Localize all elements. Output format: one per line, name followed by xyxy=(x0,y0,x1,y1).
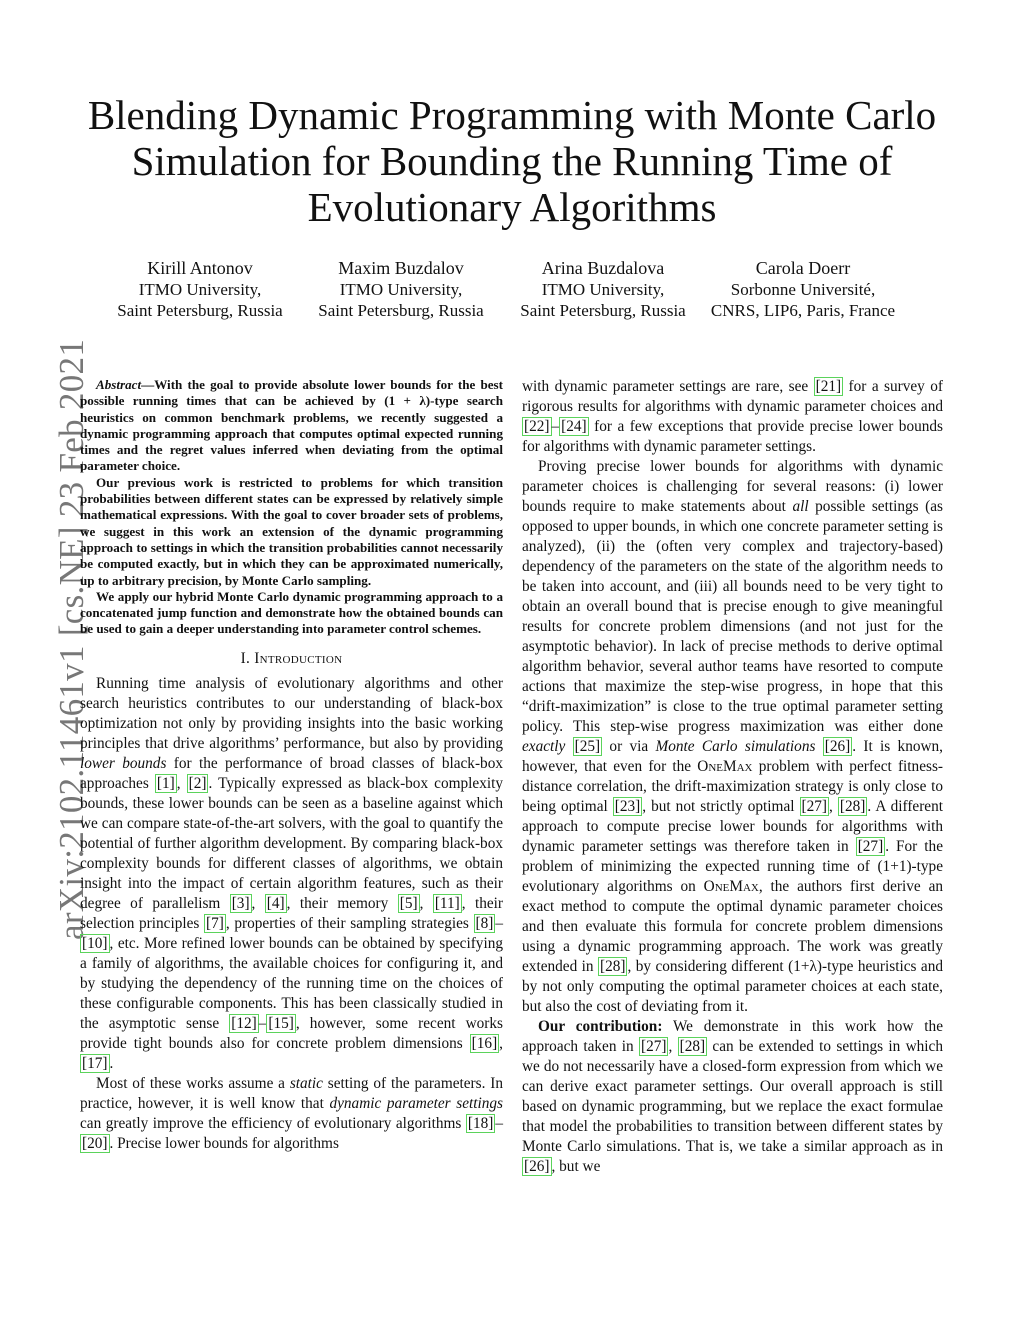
author-name: Carola Doerr xyxy=(755,258,851,278)
citation-link[interactable]: [8] xyxy=(475,914,494,932)
author-location: Saint Petersburg, Russia xyxy=(117,301,283,320)
citation-link[interactable]: [2] xyxy=(188,774,207,792)
citation-link[interactable]: [27] xyxy=(857,838,884,855)
citation-link[interactable]: [22] xyxy=(524,418,550,435)
citation-link[interactable]: [27] xyxy=(801,798,828,815)
citation-link[interactable]: [28] xyxy=(679,1038,706,1055)
section-number: I. xyxy=(240,649,251,667)
citation-link[interactable]: [17] xyxy=(82,1054,108,1072)
abstract-paragraph: Our previous work is restricted to problems for which transition probabilities between different states can be expressed by relatively simple mathematical expressions. With the goal to cover broader sets of problems, we suggest in this work an extension of the dynamic programming approach to settings in which the transition probabilities cannot necessarily be computed exactly, but in which they can be approximated numerically, up to arbitrary precision, by Monte Carlo sampling. xyxy=(80,474,503,588)
citation-link[interactable]: [15] xyxy=(268,1014,294,1032)
citation-link[interactable]: [16] xyxy=(471,1034,498,1052)
paper-title: Blending Dynamic Programming with Monte Carlo Simulation for Bounding the Running Time of Evolutionary Algorithms xyxy=(87,92,937,230)
citation-link[interactable]: [28] xyxy=(839,798,866,815)
author-block xyxy=(693,258,913,321)
author-affiliation: ITMO University, xyxy=(138,280,262,299)
abstract xyxy=(80,377,503,638)
author-block xyxy=(291,258,511,321)
citation-link[interactable]: [23] xyxy=(614,798,641,815)
body-paragraph: Most of these works assume a static setting of the parameters. In practice, however, it is well know that dynamic parameter settings can greatly improve the efficiency of evolutionary algorithms [18] –[20] . Precise lower bounds for algorithms xyxy=(80,1074,503,1152)
citation-link[interactable]: [26] xyxy=(524,1158,550,1175)
citation-link[interactable]: [5] xyxy=(399,894,418,912)
citation-link[interactable]: [1] xyxy=(156,774,175,792)
section-heading xyxy=(80,649,503,669)
citation-link[interactable]: [21] xyxy=(815,378,842,395)
author-block xyxy=(493,258,713,321)
citation-link[interactable]: [24] xyxy=(561,418,587,435)
author-affiliation: ITMO University, xyxy=(339,280,463,299)
body-paragraph: Our contribution: We demonstrate in this work how the approach taken in [27] , [28] can be extended to settings in which we do not necessarily have a closed-form expression from which we can derive exact parameter settings. Our overall approach is still based on dynamic programming, but we replace the exact formulae that model the probabilities to transition between different states by Monte Carlo simulations. That is, we take a similar approach as in [26] , but we xyxy=(522,1018,943,1175)
body-paragraph: with dynamic parameter settings are rare, see [21] for a survey of rigorous results for algorithms with dynamic parameter choices and [22] – [24] for a few exceptions that provide precise lower bounds for algorithms with dynamic parameter settings. xyxy=(522,378,943,455)
body-paragraph: Running time analysis of evolutionary algorithms and other search heuristics contributes to our understanding of black-box optimization not only by providing insights into the basic working principles that drive algorithms’ performance, but also by providing lower bounds for the performance of broad classes of black-box approaches [1] , [2] . Typically expressed as black-box complexity bounds, these lower bounds can be seen as a baseline against which we can compare state-of-the-art solvers, with the goal to quantify the potential of further algorithm development. By comparing black-box complexity bounds for different classes of algorithms, we obtain insight into the impact of certain algorithm features, such as their degree of parallelism [3] , [4] , their memory [5] , [11] , their selection principles [7] , properties of their sampling strategies [8] –[10] , etc. More refined lower bounds can be obtained by specifying a family of algorithms, the available choices for configuring it, and by studying the dependency of the running time on the choices of these configurable components. This has been classically studied in the asymptotic sense [12] – [15] , however, some recent works provide tight bounds also for concrete problem dimensions [16] , [17] . xyxy=(80,674,504,1072)
author-location: Saint Petersburg, Russia xyxy=(318,301,484,320)
author-affiliation: Sorbonne Université, xyxy=(730,280,876,299)
author-location: Saint Petersburg, Russia xyxy=(520,301,686,320)
author-name: Kirill Antonov xyxy=(147,258,253,278)
author-location: CNRS, LIP6, Paris, France xyxy=(710,301,896,320)
right-column xyxy=(522,377,943,1177)
citation-link[interactable]: [20] xyxy=(82,1134,108,1152)
contribution-label: Our contribution: xyxy=(538,1018,663,1035)
citation-link[interactable]: [28] xyxy=(599,958,626,975)
body-paragraph: Proving precise lower bounds for algorithms with dynamic parameter choices is challenging for several reasons: (i) lower bounds require to make statements about all possible settings (as opposed to upper bounds, in which one concrete parameter setting is analyzed), (ii) the (often very complex and trajectory-based) dependency of the parameters on the state of the algorithm needs to be taken into account, and (iii) all bounds need to be very tight to obtain an overall bound that is precise enough to give meaningful results for concrete problem dimensions (and not just for the asymptotic behavior). In lack of precise methods to derive optimal algorithm behavior, several author teams have resorted to compute actions that maximize the step-wise progress, in hope that this “drift-maximization” is close to the true optimal parameter setting policy. This step-wise progress maximization was either done exactly [25] or via Monte Carlo simulations [26] . It is known, however, that even for the OneMax problem with perfect fitness-distance correlation, the drift-maximization strategy is only close to being optimal [23] , but not strictly optimal [27] , [28] . A different approach to compute precise lower bounds for algorithms with dynamic parameter settings was therefore taken in [27] . For the problem of minimizing the expected running time of (1+1)-type evolutionary algorithms on OneMax, the authors first derive an exact method to compute the optimal dynamic parameter choices and then evaluate this formula for concrete problem dimensions using a dynamic programming approach. The work was greatly extended in [28] , by considering different (1+λ)-type heuristics and by not only computing the optimal parameter choices at each state, but also the cost of deviating from it. xyxy=(522,458,944,1015)
citation-link[interactable]: [4] xyxy=(266,894,285,912)
arxiv-identifier: arXiv:2102.11461v1 [cs.NE] 23 Feb 2021 xyxy=(52,338,91,940)
author-affiliation: ITMO University, xyxy=(541,280,665,299)
onemax-term: OneMax xyxy=(697,758,753,775)
abstract-paragraph: We apply our hybrid Monte Carlo dynamic programming approach to a concatenated jump function and demonstrate how the obtained bounds can be used to gain a deeper understanding into parameter control schemes. xyxy=(80,588,503,637)
left-column xyxy=(80,377,503,1154)
onemax-term: OneMax xyxy=(703,878,759,895)
citation-link[interactable]: [10] xyxy=(82,934,108,952)
author-name: Arina Buzdalova xyxy=(541,258,665,278)
abstract-label: Abstract xyxy=(96,377,142,392)
citation-link[interactable]: [27] xyxy=(640,1038,667,1055)
citation-link[interactable]: [3] xyxy=(231,894,250,912)
citation-link[interactable]: [7] xyxy=(206,914,224,932)
author-block xyxy=(90,258,310,321)
citation-link[interactable]: [26] xyxy=(824,738,851,755)
section-title: Introduction xyxy=(254,649,343,667)
citation-link[interactable]: [25] xyxy=(574,738,601,755)
citation-link[interactable]: [12] xyxy=(231,1014,257,1032)
author-name: Maxim Buzdalov xyxy=(338,258,464,278)
citation-link[interactable]: [18] xyxy=(467,1114,494,1132)
citation-link[interactable]: [11] xyxy=(434,894,460,912)
abstract-text: With the goal to provide absolute lower bounds for the best possible running times that can be achieved by (1 + λ)-type search heuristics on common benchmark problems, we recently suggested a dynamic programming approach that computes optimal expected running times and the regret values inferred when deviating from the optimal parameter choice. xyxy=(80,377,503,474)
abstract-paragraph: Abstract—With the goal to provide absolute lower bounds for the best possible running times that can be achieved by (1 + λ)-type search heuristics on common benchmark problems, we recently suggested a dynamic programming approach that computes optimal expected running times and the regret values inferred when deviating from the optimal parameter choice. xyxy=(80,377,503,474)
